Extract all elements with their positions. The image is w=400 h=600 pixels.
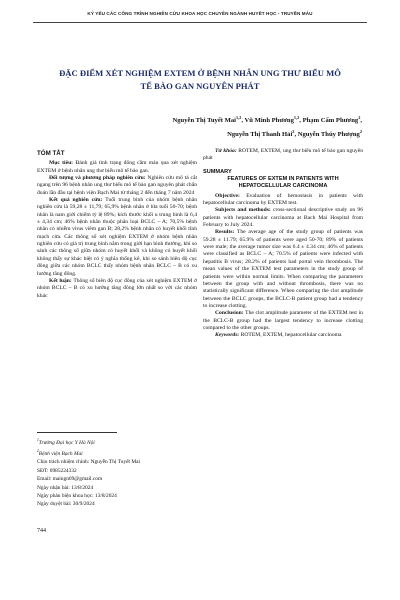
author-affiliation: 1,2: [235, 115, 242, 120]
page-number: 744: [37, 528, 46, 534]
title-line-2: TẾ BÀO GAN NGUYÊN PHÁT: [140, 81, 260, 91]
email-address: Email: maingn09@gmail.com: [37, 476, 103, 483]
author-line-2: Nguyễn Thị Thanh Hải$^2$, Nguyễn Thúy Phượng$^2$: [227, 128, 362, 138]
abstract-objective-vi: Mục tiêu: Đánh giá tình trạng đông cầm máu qua xét nghiệm EXTEM ở bệnh nhân ung thư biểu mô tế bào gan.: [37, 160, 197, 174]
date-received: Ngày nhận bài: 13/8/2024: [37, 484, 94, 491]
author-name: Phạm Cẩm Phương: [302, 117, 359, 125]
affiliation-2: $^2$Bệnh viện Bạch Mai: [37, 449, 83, 457]
vietnamese-abstract: [37, 150, 197, 300]
abstract-results-vi: Kết quả nghiên cứu: Tuổi trung bình của nhóm bệnh nhân nghiên cứu là 59,28 ± 11,79; 65,9% bệnh nhân ở lứa tuổi 50-70; bệnh nhân là nam giới chiếm tỷ lệ 89%; kích thước khối u trung bình là 6,4 ± 4,34 cm; 46% bệnh nhân thuộc phân loại BCLC – A; 70,5% bệnh nhân có nhiễm virus viêm gan B; 28,2% bệnh nhân có huyết khối tĩnh mạch cửa. Các thông số xét nghiệm EXTEM ở nhóm bệnh nhân nghiên cứu có giá trị trung bình nằm trong giới hạn bình thường, khi so sánh các thông số giữa nhóm có huyết khối và không có huyết khối không thấy sự khác biệt có ý nghĩa thống kê, khi so sánh biên độ cục đông giữa các nhóm BCLC thấy nhóm bệnh nhân BCLC – B có xu hướng tăng đông.: [37, 197, 197, 277]
keywords-vi: Từ khóa: ROTEM, EXTEM, ung thư biểu mô tế bào gan nguyên phát: [203, 148, 363, 162]
abstract-methods-en: Subjects and methods: cross-sectional descriptive study on 96 patients with hepatocellular carcinoma at Bach Mai Hospital from February to July 2024.: [203, 207, 363, 229]
abstract-conclusion-vi: Kết luận: Thông số biên độ cục đông của xét nghiệm EXTEM ở nhóm BCLC – B có xu hướng tăng đông lớn nhất so với các nhóm khác: [37, 277, 197, 299]
abstract-results-en: Results: The average age of the study group of patients was 59.28 ± 11.79; 65.9% of patients were aged 50-70; 89% of patients were male; the average tumor size was 6.4 ± 4.34 cm; 46% of patients were classified as BCLC – A; 70.5% of patients were infected with hepatitis B virus; 28.2% of patients had portal vein thrombosis. The mean values of the EXTEM test parameters in the study group of patients were within normal limits. When comparing the parameters between the group with and without thrombosis, there was no statistically significant difference. When comparing the clot amplitude between the BCLC groups, the BCLC-B patient group had a tendency to increase clotting.: [203, 229, 363, 309]
author-name: Nguyễn Thúy Phượng: [297, 130, 360, 138]
date-accepted: Ngày duyệt bài: 30/9/2024: [37, 501, 95, 508]
corresponding-author: Chịu trách nhiệm chính: Nguyễn Thị Tuyết Mai: [37, 459, 141, 466]
author-line-1: Nguyễn Thị Tuyết Mai$^{1,2}$, Vũ Minh Phương$^{1,2}$, Phạm Cẩm Phương$^2$,: [172, 115, 362, 125]
title-line-1: ĐẶC ĐIỂM XÉT NGHIỆM EXTEM Ở BỆNH NHÂN UNG THƯ BIỂU MÔ: [59, 68, 341, 78]
author-name: Nguyễn Thị Thanh Hải: [227, 130, 293, 138]
author-affiliation: 2: [292, 128, 295, 134]
author-affiliation: 2: [358, 115, 361, 120]
phone-number: SĐT: 0985224332: [37, 467, 77, 474]
english-title: FEATURES OF EXTEM IN PATIENTS WITH HEPATOCELLULAR CARCINOMA: [227, 176, 339, 190]
author-affiliation: 1,2: [293, 115, 300, 120]
author-name: Nguyễn Thị Tuyết Mai: [172, 117, 236, 125]
abstract-methods-vi: Đối tượng và phương pháp nghiên cứu: Nghiên cứu mô tả cắt ngang trên 96 bệnh nhân ung thư biểu mô tế bào gan nguyên phát chẩn đoán lần đầu tại bệnh viện Bạch Mai từ tháng 2 đến tháng 7 năm 2024: [37, 175, 198, 196]
footnote-divider: [37, 432, 117, 433]
abstract-conclusion-en: Conclusion: The clot amplitude parameter of the EXTEM test in the BCLC-B group had the largest tendency to increase clotting compared to the other groups.: [203, 310, 363, 331]
english-abstract: [203, 148, 363, 340]
date-reviewed: Ngày phản biện khoa học: 13/8/2024: [37, 493, 117, 500]
affiliation-1: $^1$Trường Đại học Y Hà Nội: [37, 438, 95, 446]
article-title: [40, 67, 360, 93]
keywords-en: Keywords: ROTEM, EXTEM, hepatocellular carcinoma: [215, 332, 342, 339]
author-affiliation: 2: [359, 128, 362, 134]
abstract-objective-en: Objective: Evaluation of hemostasis in patients with hepatocellular carcinoma by EXTEM test.: [203, 192, 363, 207]
journal-header: KỶ YẾU CÁC CÔNG TRÌNH NGHIÊN CỨU KHOA HỌC CHUYÊN NGÀNH HUYẾT HỌC - TRUYỀN MÁU: [87, 11, 313, 16]
abstract-heading-vi: TÓM TẮT: [37, 150, 65, 157]
header-divider: [33, 22, 367, 23]
footnotes: [37, 436, 197, 509]
author-list: [62, 113, 362, 140]
summary-heading: SUMMARY: [203, 168, 232, 175]
author-name: Vũ Minh Phương: [244, 117, 294, 125]
